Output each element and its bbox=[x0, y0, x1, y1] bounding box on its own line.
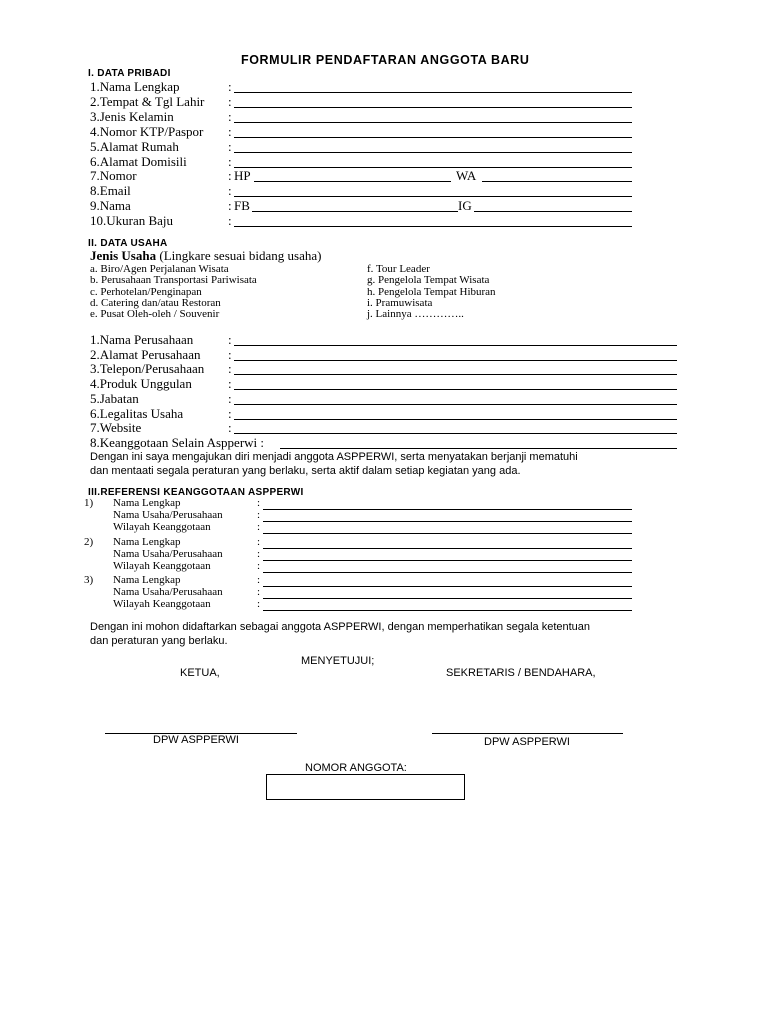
ref-label: Wilayah Keanggotaan bbox=[113, 598, 211, 610]
business-type-option[interactable]: i. Pramuwisata bbox=[367, 297, 433, 309]
ref-number: 1) bbox=[84, 497, 94, 509]
jenis-usaha-note: (Lingkare sesuai bidang usaha) bbox=[156, 248, 322, 263]
ref2-wilayah-field[interactable] bbox=[263, 572, 632, 573]
ig-label: IG bbox=[458, 198, 472, 213]
business-type-option[interactable]: f. Tour Leader bbox=[367, 263, 430, 275]
field-colon: : bbox=[257, 586, 261, 598]
website-field[interactable] bbox=[234, 433, 677, 434]
sekretaris-label: SEKRETARIS / BENDAHARA, bbox=[446, 667, 596, 679]
jenis-usaha-bold: Jenis Usaha bbox=[90, 248, 157, 263]
hp-field[interactable] bbox=[254, 181, 451, 182]
section-heading-referensi: III.REFERENSI KEANGGOTAAN ASPPERWI bbox=[88, 487, 304, 498]
section-heading-data-pribadi: I. DATA PRIBADI bbox=[88, 68, 171, 79]
ref-label: Nama Lengkap bbox=[113, 536, 181, 548]
ref1-nama-field[interactable] bbox=[263, 509, 632, 510]
field-label: 3.Jenis Kelamin bbox=[90, 109, 174, 124]
ref3-wilayah-field[interactable] bbox=[263, 610, 632, 611]
field-colon: : bbox=[228, 154, 232, 169]
wa-field[interactable] bbox=[482, 181, 632, 182]
field-label: 10.Ukuran Baju bbox=[90, 213, 174, 228]
hp-label: HP bbox=[234, 168, 251, 183]
alamat-domisili-field[interactable] bbox=[234, 167, 632, 168]
field-colon: : bbox=[257, 509, 261, 521]
nomor-ktp-field[interactable] bbox=[234, 137, 632, 138]
field-colon: : bbox=[228, 347, 232, 362]
statement-line-2: dan mentaati segala peraturan yang berlaku, serta aktif dalam setiap kegiatan yang ada. bbox=[90, 465, 521, 477]
alamat-perusahaan-field[interactable] bbox=[234, 360, 677, 361]
field-colon: : bbox=[228, 94, 232, 109]
business-type-option[interactable]: a. Biro/Agen Perjalanan Wisata bbox=[90, 263, 229, 275]
business-type-option[interactable]: c. Perhotelan/Penginapan bbox=[90, 286, 202, 298]
nama-perusahaan-field[interactable] bbox=[234, 345, 677, 346]
field-label: 8.Email bbox=[90, 183, 131, 198]
field-colon: : bbox=[257, 548, 261, 560]
field-colon: : bbox=[228, 361, 232, 376]
fb-label: FB bbox=[234, 198, 250, 213]
field-colon: : bbox=[228, 391, 232, 406]
ref-label: Wilayah Keanggotaan bbox=[113, 521, 211, 533]
field-label: 4.Nomor KTP/Paspor bbox=[90, 124, 204, 139]
closing-line-1: Dengan ini mohon didaftarkan sebagai anggota ASPPERWI, dengan memperhatikan segala ketentuan bbox=[90, 621, 591, 633]
field-colon: : bbox=[228, 198, 232, 213]
field-colon: : bbox=[257, 574, 261, 586]
field-colon: : bbox=[257, 536, 261, 548]
business-type-option[interactable]: b. Perusahaan Transportasi Pariwisata bbox=[90, 274, 257, 286]
field-label: 2.Alamat Perusahaan bbox=[90, 347, 201, 362]
form-title: FORMULIR PENDAFTARAN ANGGOTA BARU bbox=[241, 53, 530, 67]
field-colon: : bbox=[257, 521, 261, 533]
email-field[interactable] bbox=[234, 196, 632, 197]
field-colon: : bbox=[257, 560, 261, 572]
field-colon: : bbox=[228, 420, 232, 435]
ref-label: Nama Lengkap bbox=[113, 497, 181, 509]
ref3-nama-field[interactable] bbox=[263, 586, 632, 587]
field-colon: : bbox=[228, 124, 232, 139]
dpw-left-label: DPW ASPPERWI bbox=[153, 734, 239, 746]
tempat-tgl-lahir-field[interactable] bbox=[234, 107, 632, 108]
ref-label: Nama Usaha/Perusahaan bbox=[113, 586, 223, 598]
field-label: 1.Nama Lengkap bbox=[90, 79, 180, 94]
keanggotaan-lain-field[interactable] bbox=[280, 448, 677, 449]
section-heading-data-usaha: II. DATA USAHA bbox=[88, 238, 168, 249]
business-type-option[interactable]: h. Pengelola Tempat Hiburan bbox=[367, 286, 496, 298]
produk-unggulan-field[interactable] bbox=[234, 389, 677, 390]
ref2-usaha-field[interactable] bbox=[263, 560, 632, 561]
field-colon: : bbox=[257, 598, 261, 610]
menyetujui-label: MENYETUJUI; bbox=[301, 655, 375, 667]
statement-line-1: Dengan ini saya mengajukan diri menjadi anggota ASPPERWI, serta menyatakan berjanji mematuhi bbox=[90, 451, 578, 463]
field-label: 5.Jabatan bbox=[90, 391, 139, 406]
field-colon: : bbox=[228, 109, 232, 124]
business-type-option[interactable]: j. Lainnya ………….. bbox=[367, 308, 464, 320]
sekretaris-signature-line[interactable] bbox=[432, 733, 623, 734]
field-label: 6.Legalitas Usaha bbox=[90, 406, 184, 421]
ref-label: Nama Usaha/Perusahaan bbox=[113, 509, 223, 521]
field-label: 9.Nama bbox=[90, 198, 131, 213]
field-label: 1.Nama Perusahaan bbox=[90, 332, 194, 347]
ref1-usaha-field[interactable] bbox=[263, 521, 632, 522]
closing-line-2: dan peraturan yang berlaku. bbox=[90, 635, 228, 647]
nomor-anggota-label: NOMOR ANGGOTA: bbox=[305, 762, 407, 774]
ref-label: Wilayah Keanggotaan bbox=[113, 560, 211, 572]
ketua-label: KETUA, bbox=[180, 667, 220, 679]
nomor-anggota-box[interactable] bbox=[266, 774, 465, 800]
jabatan-field[interactable] bbox=[234, 404, 677, 405]
field-colon: : bbox=[228, 376, 232, 391]
business-type-option[interactable]: e. Pusat Oleh-oleh / Souvenir bbox=[90, 308, 220, 320]
field-colon: : bbox=[257, 497, 261, 509]
wa-label: WA bbox=[456, 168, 477, 183]
field-label: 6.Alamat Domisili bbox=[90, 154, 187, 169]
ref-label: Nama Usaha/Perusahaan bbox=[113, 548, 223, 560]
business-type-option[interactable]: g. Pengelola Tempat Wisata bbox=[367, 274, 490, 286]
field-colon: : bbox=[228, 168, 232, 183]
field-label: 7.Website bbox=[90, 420, 142, 435]
jenis-kelamin-field[interactable] bbox=[234, 122, 632, 123]
telepon-perusahaan-field[interactable] bbox=[234, 374, 677, 375]
field-label: 5.Alamat Rumah bbox=[90, 139, 179, 154]
ref2-nama-field[interactable] bbox=[263, 548, 632, 549]
ref1-wilayah-field[interactable] bbox=[263, 533, 632, 534]
field-label: 2.Tempat & Tgl Lahir bbox=[90, 94, 205, 109]
field-colon: : bbox=[228, 406, 232, 421]
field-label: 3.Telepon/Perusahaan bbox=[90, 361, 205, 376]
ref3-usaha-field[interactable] bbox=[263, 598, 632, 599]
field-colon: : bbox=[228, 332, 232, 347]
legalitas-usaha-field[interactable] bbox=[234, 419, 677, 420]
ref-label: Nama Lengkap bbox=[113, 574, 181, 586]
ukuran-baju-field[interactable] bbox=[234, 226, 632, 227]
jenis-usaha-label bbox=[90, 248, 321, 264]
business-type-option[interactable]: d. Catering dan/atau Restoran bbox=[90, 297, 221, 309]
nama-lengkap-field[interactable] bbox=[234, 92, 632, 93]
field-colon: : bbox=[228, 79, 232, 94]
dpw-right-label: DPW ASPPERWI bbox=[484, 736, 570, 748]
ig-field[interactable] bbox=[474, 211, 632, 212]
alamat-rumah-field[interactable] bbox=[234, 152, 632, 153]
field-colon: : bbox=[228, 139, 232, 154]
field-label: 7.Nomor bbox=[90, 168, 137, 183]
ref-number: 2) bbox=[84, 536, 94, 548]
field-colon: : bbox=[228, 213, 232, 228]
fb-field[interactable] bbox=[252, 211, 458, 212]
field-label: 4.Produk Unggulan bbox=[90, 376, 192, 391]
field-colon: : bbox=[228, 183, 232, 198]
keanggotaan-label: 8.Keanggotaan Selain Aspperwi : bbox=[90, 435, 265, 450]
ref-number: 3) bbox=[84, 574, 94, 586]
